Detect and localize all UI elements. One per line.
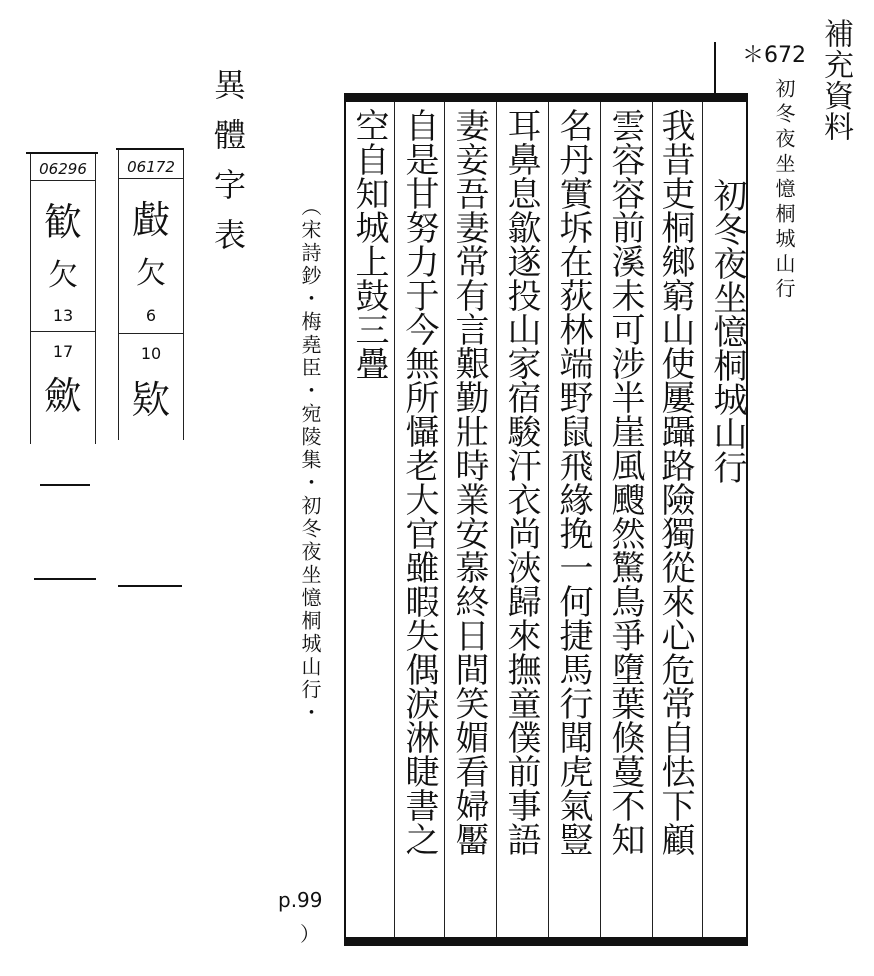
char-code: 06296 — [39, 160, 87, 178]
standard-glyph: 欵 — [131, 378, 170, 422]
column-rule — [548, 102, 549, 937]
citation-close: ） — [300, 922, 320, 946]
poem-line: 名丹實坼在荻林端野鼠飛緣挽一何捷馬行聞虎氣豎 — [553, 108, 593, 856]
variant-column — [118, 150, 184, 440]
stroke-count-a: 6 — [145, 306, 157, 325]
poem-line: 妻妾吾妻常有言艱勤壯時業安慕終日間笑媚看婦靨 — [449, 108, 489, 856]
table-rule — [118, 585, 182, 587]
radical-glyph: 欠 — [48, 258, 78, 293]
poem-line: 自是甘努力于今無所懾老大官雖暇失偶淚淋睫書之 — [399, 108, 439, 856]
stroke-count-b: 10 — [140, 344, 162, 363]
radical-glyph: 欠 — [136, 256, 166, 291]
column-rule — [394, 102, 395, 937]
column-rule — [444, 102, 445, 937]
variant-column — [30, 154, 96, 444]
column-rule — [600, 102, 601, 937]
char-code: 06172 — [127, 158, 175, 176]
table-rule — [34, 578, 96, 580]
variant-glyph: 歓 — [43, 200, 82, 244]
poem-line: 我昔吏桐鄉窮山使屢躡路險獨從來心危常自怯下顧 — [655, 108, 695, 856]
poem-line: 耳鼻息歙遂投山家宿駿汗衣尚浹歸來撫童僕前事語 — [501, 108, 541, 856]
poem-line: 空自知城上鼓三疊 — [349, 108, 389, 380]
source-citation: （宋詩鈔・梅堯臣・宛陵集・初冬夜坐憶桐城山行・ — [298, 196, 322, 725]
supplement-heading: 補充資料 — [818, 18, 853, 142]
table-rule — [40, 484, 90, 486]
table-title: 異體字表 — [209, 68, 247, 268]
page-reference: p.99 — [278, 888, 323, 912]
poem-subtitle: 初冬夜坐憶桐城山行 — [772, 78, 796, 303]
stroke-count-b: 17 — [52, 342, 74, 361]
reference-number: ＊672 — [742, 43, 806, 68]
standard-glyph: 歛 — [43, 374, 82, 418]
poem-line: 雲容容前溪未可涉半崖風颼然驚鳥爭墮葉倏蔓不知 — [605, 108, 645, 856]
column-rule — [496, 102, 497, 937]
stroke-count-a: 13 — [52, 306, 74, 325]
variant-glyph: 㪥 — [131, 198, 170, 242]
poem-frame — [344, 93, 748, 946]
poem-title: 初冬夜坐憶桐城山行 — [707, 178, 747, 484]
